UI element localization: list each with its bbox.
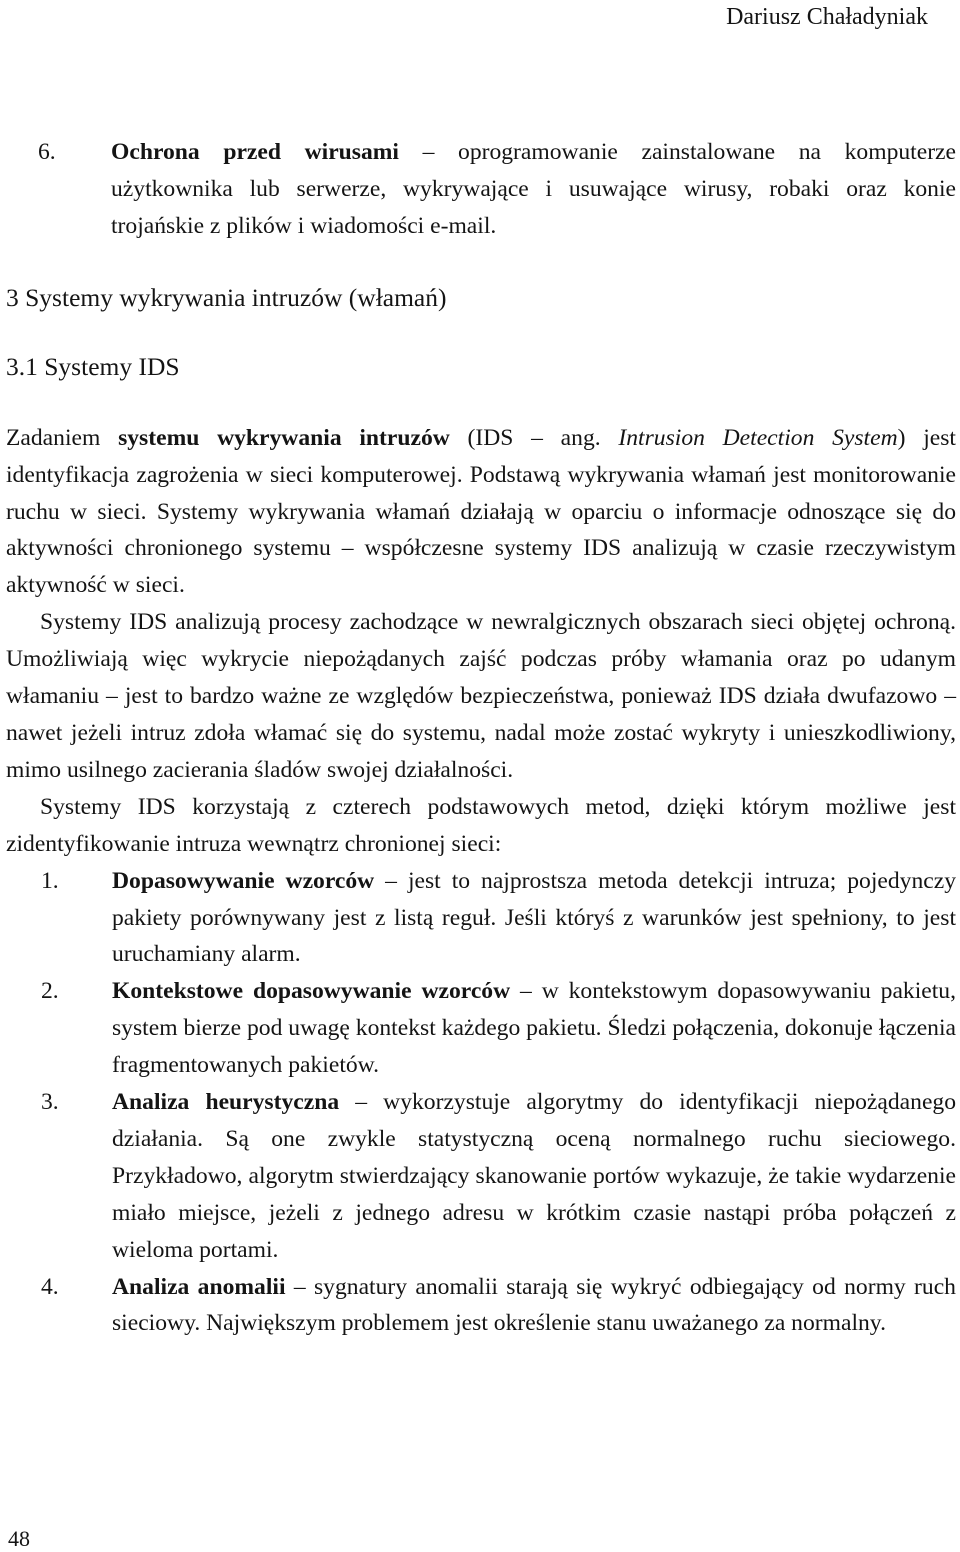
method-term: Analiza heurystyczna [112, 1089, 340, 1116]
spacer [6, 386, 956, 420]
method-term: Kontekstowe dopasowywanie wzorców [112, 978, 511, 1005]
paragraph-text: (IDS – ang. [449, 424, 619, 451]
list-item-number: 6. [38, 139, 56, 165]
section-heading: 3 Systemy wykrywania intruzów (włamań) [6, 282, 447, 312]
method-content [112, 1084, 956, 1269]
method-text: – w kontekstowym dopasowywaniu pakietu, system bierze pod uwagę kontekst każdego pakietu. Śledzi połączenia, dokonuje łączenia fragmentowanych pakietów. [112, 978, 956, 1079]
methods-list [6, 863, 956, 1343]
method-number: 2. [41, 978, 59, 1005]
method-number: 3. [41, 1089, 59, 1116]
list-item-6 [6, 134, 956, 245]
body-text [6, 134, 956, 1342]
method-content [112, 973, 956, 1084]
method-item-3 [6, 1084, 956, 1269]
method-term: Analiza anomalii [112, 1273, 286, 1300]
paragraph-text: Zadaniem [6, 424, 119, 451]
method-content [112, 863, 956, 974]
list-item-text: – oprogramowanie zainstalowane na komputerze użytkownika lub serwerze, wykrywające i usuwające wirusy, robaki oraz konie trojańskie z plików i wiadomości e-mail. [111, 139, 956, 239]
paragraph-ids-analysis: Systemy IDS analizują procesy zachodzące w newralgicznych obszarach sieci objętej ochroną. Umożliwiają więc wykrycie niepożądanych zajść podczas próby włamania oraz po udanym włamaniu – jest to bardzo ważne ze względów bezpieczeństwa, ponieważ IDS działa dwufazowo – nawet jeżeli intruz zdoła włamać się do systemu, nadal może zostać wykryty i unieszkodliwiony, mimo usilnego zacierania śladów swojej działalności. [6, 609, 956, 783]
method-item-4 [6, 1269, 956, 1343]
method-text: – wykorzystuje algorytmy do identyfikacji niepożądanego działania. Są one zwykle statystyczną oceną normalnego ruchu sieciowego. Przykładowo, algorytm stwierdzający skanowanie portów wykazuje, że takie wydarzenie miało miejsce, jeżeli z jednego adresu w krótkim czasie nastąpi próba połączeń z wieloma portami. [112, 1089, 957, 1263]
italic-term: Intrusion Detection System [618, 424, 898, 451]
method-text: – jest to najprostsza metoda detekcji intruza; pojedynczy pakiety porównywany jest z listą reguł. Jeśli któryś z warunków jest spełniony, to jest uruchamiany alarm. [112, 867, 956, 968]
bold-term: systemu wykrywania intruzów [118, 424, 450, 451]
paragraph-ids-intro [6, 420, 956, 605]
paragraph-ids-methods-intro: Systemy IDS korzystają z czterech podstawowych metod, dzięki którym możliwe jest zidentyfikowanie intruza wewnątrz chronionej sieci: [6, 793, 956, 857]
method-content [112, 1269, 956, 1343]
page-number: 48 [8, 1526, 30, 1551]
list-item-term: Ochrona przed wirusami [111, 139, 399, 165]
list-item-content [111, 134, 956, 245]
method-text: – sygnatury anomalii starają się wykryć odbiegający od normy ruch sieciowy. Największym problemem jest określenie stanu uważanego za normalny. [112, 1273, 956, 1337]
method-term: Dopasowywanie wzorców [112, 867, 375, 894]
method-number: 1. [41, 867, 59, 894]
running-header-author: Dariusz Chaładyniak [726, 4, 928, 30]
subsection-heading: 3.1 Systemy IDS [6, 351, 180, 381]
method-number: 4. [41, 1273, 59, 1300]
method-item-1 [6, 863, 956, 974]
paragraph-text: ) jest identyfikacja zagrożenia w sieci komputerowej. Podstawą wykrywania włamań jest monitorowanie ruchu w sieci. Systemy wykrywania włamań działają w oparciu o informacje odnoszące się do aktywności chronionego systemu – współczesne systemy IDS analizują w czasie rzeczywistym aktywność w sieci. [6, 424, 956, 599]
method-item-2 [6, 973, 956, 1084]
